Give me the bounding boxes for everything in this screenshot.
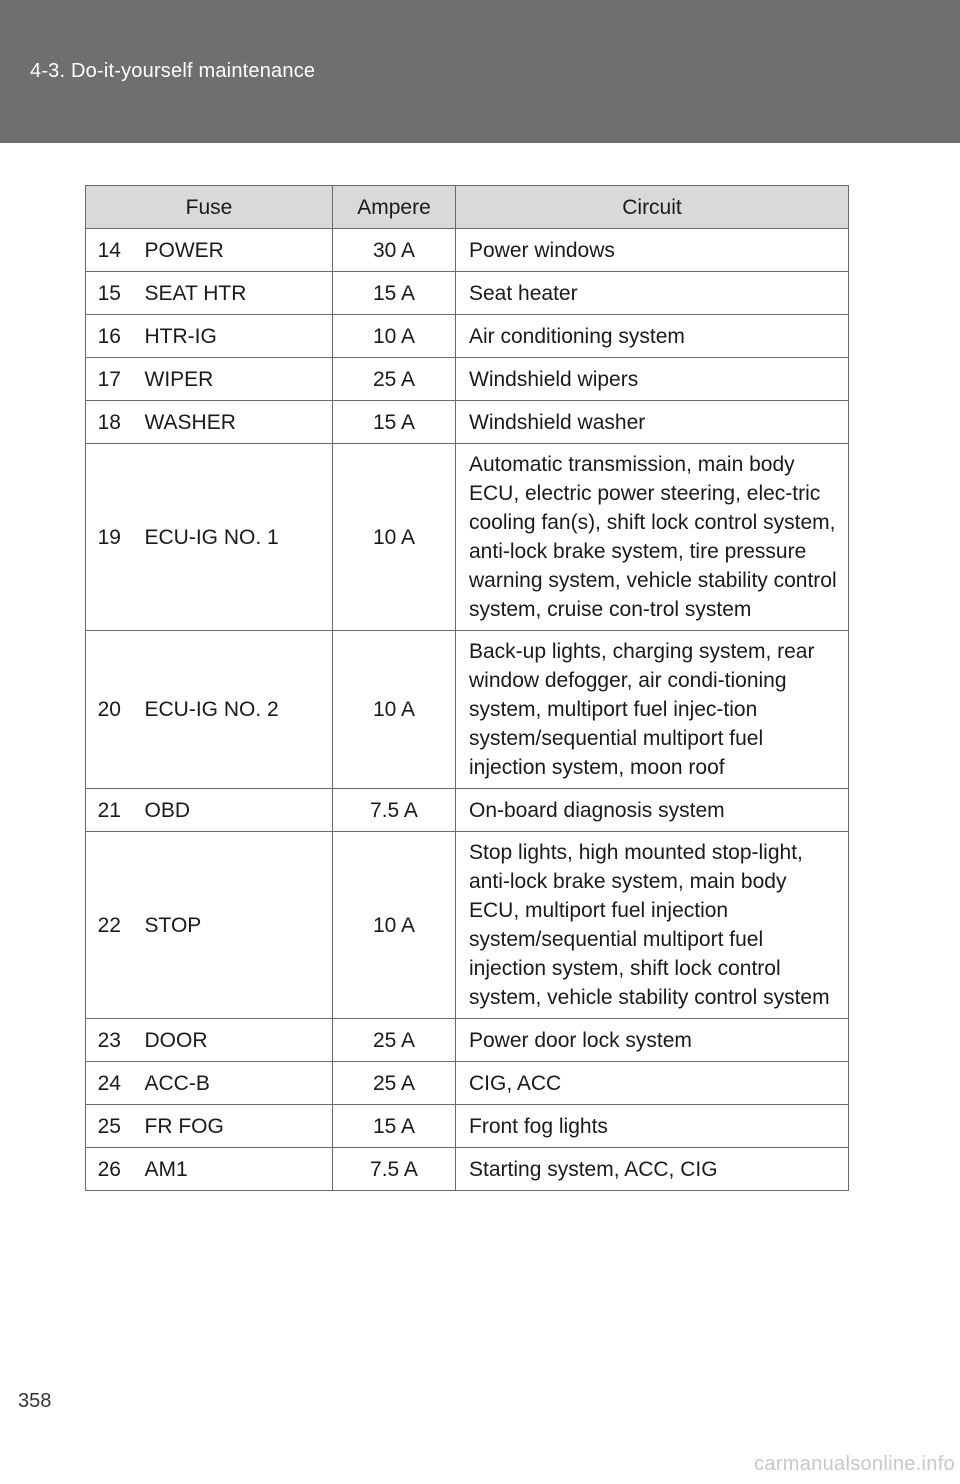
- table-row: [86, 315, 849, 358]
- fuse-name: WIPER: [133, 358, 333, 401]
- fuse-ampere: 10 A: [333, 631, 456, 789]
- fuse-ampere: 7.5 A: [333, 1148, 456, 1191]
- fuse-circuit: Windshield washer: [456, 401, 849, 444]
- fuse-circuit: Air conditioning system: [456, 315, 849, 358]
- fuse-number: 17: [86, 358, 133, 401]
- table-row: [86, 401, 849, 444]
- fuse-ampere: 15 A: [333, 1105, 456, 1148]
- header-band: [0, 0, 960, 143]
- fuse-circuit: Front fog lights: [456, 1105, 849, 1148]
- fuse-circuit: On-board diagnosis system: [456, 789, 849, 832]
- fuse-name: STOP: [133, 832, 333, 1019]
- fuse-name: ACC-B: [133, 1062, 333, 1105]
- table-header-row: [86, 186, 849, 229]
- fuse-ampere: 30 A: [333, 229, 456, 272]
- fuse-circuit: Automatic transmission, main body ECU, electric power steering, elec-tric cooling fan(s), shift lock control system, anti-lock brake system, tire pressure warning system, vehicle stability control system, cruise con-trol system: [456, 444, 849, 631]
- fuse-ampere: 10 A: [333, 444, 456, 631]
- fuse-ampere: 15 A: [333, 401, 456, 444]
- fuse-number: 23: [86, 1019, 133, 1062]
- column-header-fuse: Fuse: [86, 186, 333, 229]
- fuse-name: ECU-IG NO. 2: [133, 631, 333, 789]
- table-row: [86, 358, 849, 401]
- page-number: 358: [18, 1390, 52, 1412]
- fuse-name: ECU-IG NO. 1: [133, 444, 333, 631]
- column-header-circuit: Circuit: [456, 186, 849, 229]
- fuse-number: 14: [86, 229, 133, 272]
- fuse-circuit: Starting system, ACC, CIG: [456, 1148, 849, 1191]
- fuse-ampere: 25 A: [333, 1062, 456, 1105]
- fuse-circuit: Windshield wipers: [456, 358, 849, 401]
- fuse-table: [85, 185, 849, 1191]
- fuse-ampere: 15 A: [333, 272, 456, 315]
- table-row: [86, 832, 849, 1019]
- fuse-circuit: Seat heater: [456, 272, 849, 315]
- watermark: carmanualsonline.info: [754, 1453, 955, 1475]
- fuse-number: 15: [86, 272, 133, 315]
- column-header-ampere: Ampere: [333, 186, 456, 229]
- fuse-ampere: 10 A: [333, 832, 456, 1019]
- fuse-number: 26: [86, 1148, 133, 1191]
- table-row: [86, 272, 849, 315]
- fuse-number: 19: [86, 444, 133, 631]
- fuse-circuit: Power door lock system: [456, 1019, 849, 1062]
- fuse-name: HTR-IG: [133, 315, 333, 358]
- fuse-name: WASHER: [133, 401, 333, 444]
- fuse-ampere: 25 A: [333, 358, 456, 401]
- fuse-name: POWER: [133, 229, 333, 272]
- fuse-name: FR FOG: [133, 1105, 333, 1148]
- fuse-name: DOOR: [133, 1019, 333, 1062]
- table-row: [86, 1105, 849, 1148]
- fuse-number: 25: [86, 1105, 133, 1148]
- fuse-ampere: 25 A: [333, 1019, 456, 1062]
- fuse-number: 21: [86, 789, 133, 832]
- table-row: [86, 1019, 849, 1062]
- table-row: [86, 444, 849, 631]
- table-row: [86, 229, 849, 272]
- fuse-ampere: 7.5 A: [333, 789, 456, 832]
- fuse-number: 16: [86, 315, 133, 358]
- table-row: [86, 789, 849, 832]
- fuse-number: 24: [86, 1062, 133, 1105]
- fuse-circuit: Back-up lights, charging system, rear window defogger, air condi-tioning system, multiport fuel injec-tion system/sequential multiport fuel injection system, moon roof: [456, 631, 849, 789]
- section-title: 4-3. Do-it-yourself maintenance: [30, 60, 316, 82]
- fuse-circuit: CIG, ACC: [456, 1062, 849, 1105]
- fuse-number: 20: [86, 631, 133, 789]
- fuse-name: OBD: [133, 789, 333, 832]
- table-row: [86, 1148, 849, 1191]
- fuse-number: 18: [86, 401, 133, 444]
- fuse-circuit: Power windows: [456, 229, 849, 272]
- fuse-number: 22: [86, 832, 133, 1019]
- fuse-ampere: 10 A: [333, 315, 456, 358]
- fuse-name: AM1: [133, 1148, 333, 1191]
- table-row: [86, 1062, 849, 1105]
- fuse-circuit: Stop lights, high mounted stop-light, anti-lock brake system, main body ECU, multiport fuel injection system/sequential multiport fuel injection system, shift lock control system, vehicle stability control system: [456, 832, 849, 1019]
- fuse-name: SEAT HTR: [133, 272, 333, 315]
- table-row: [86, 631, 849, 789]
